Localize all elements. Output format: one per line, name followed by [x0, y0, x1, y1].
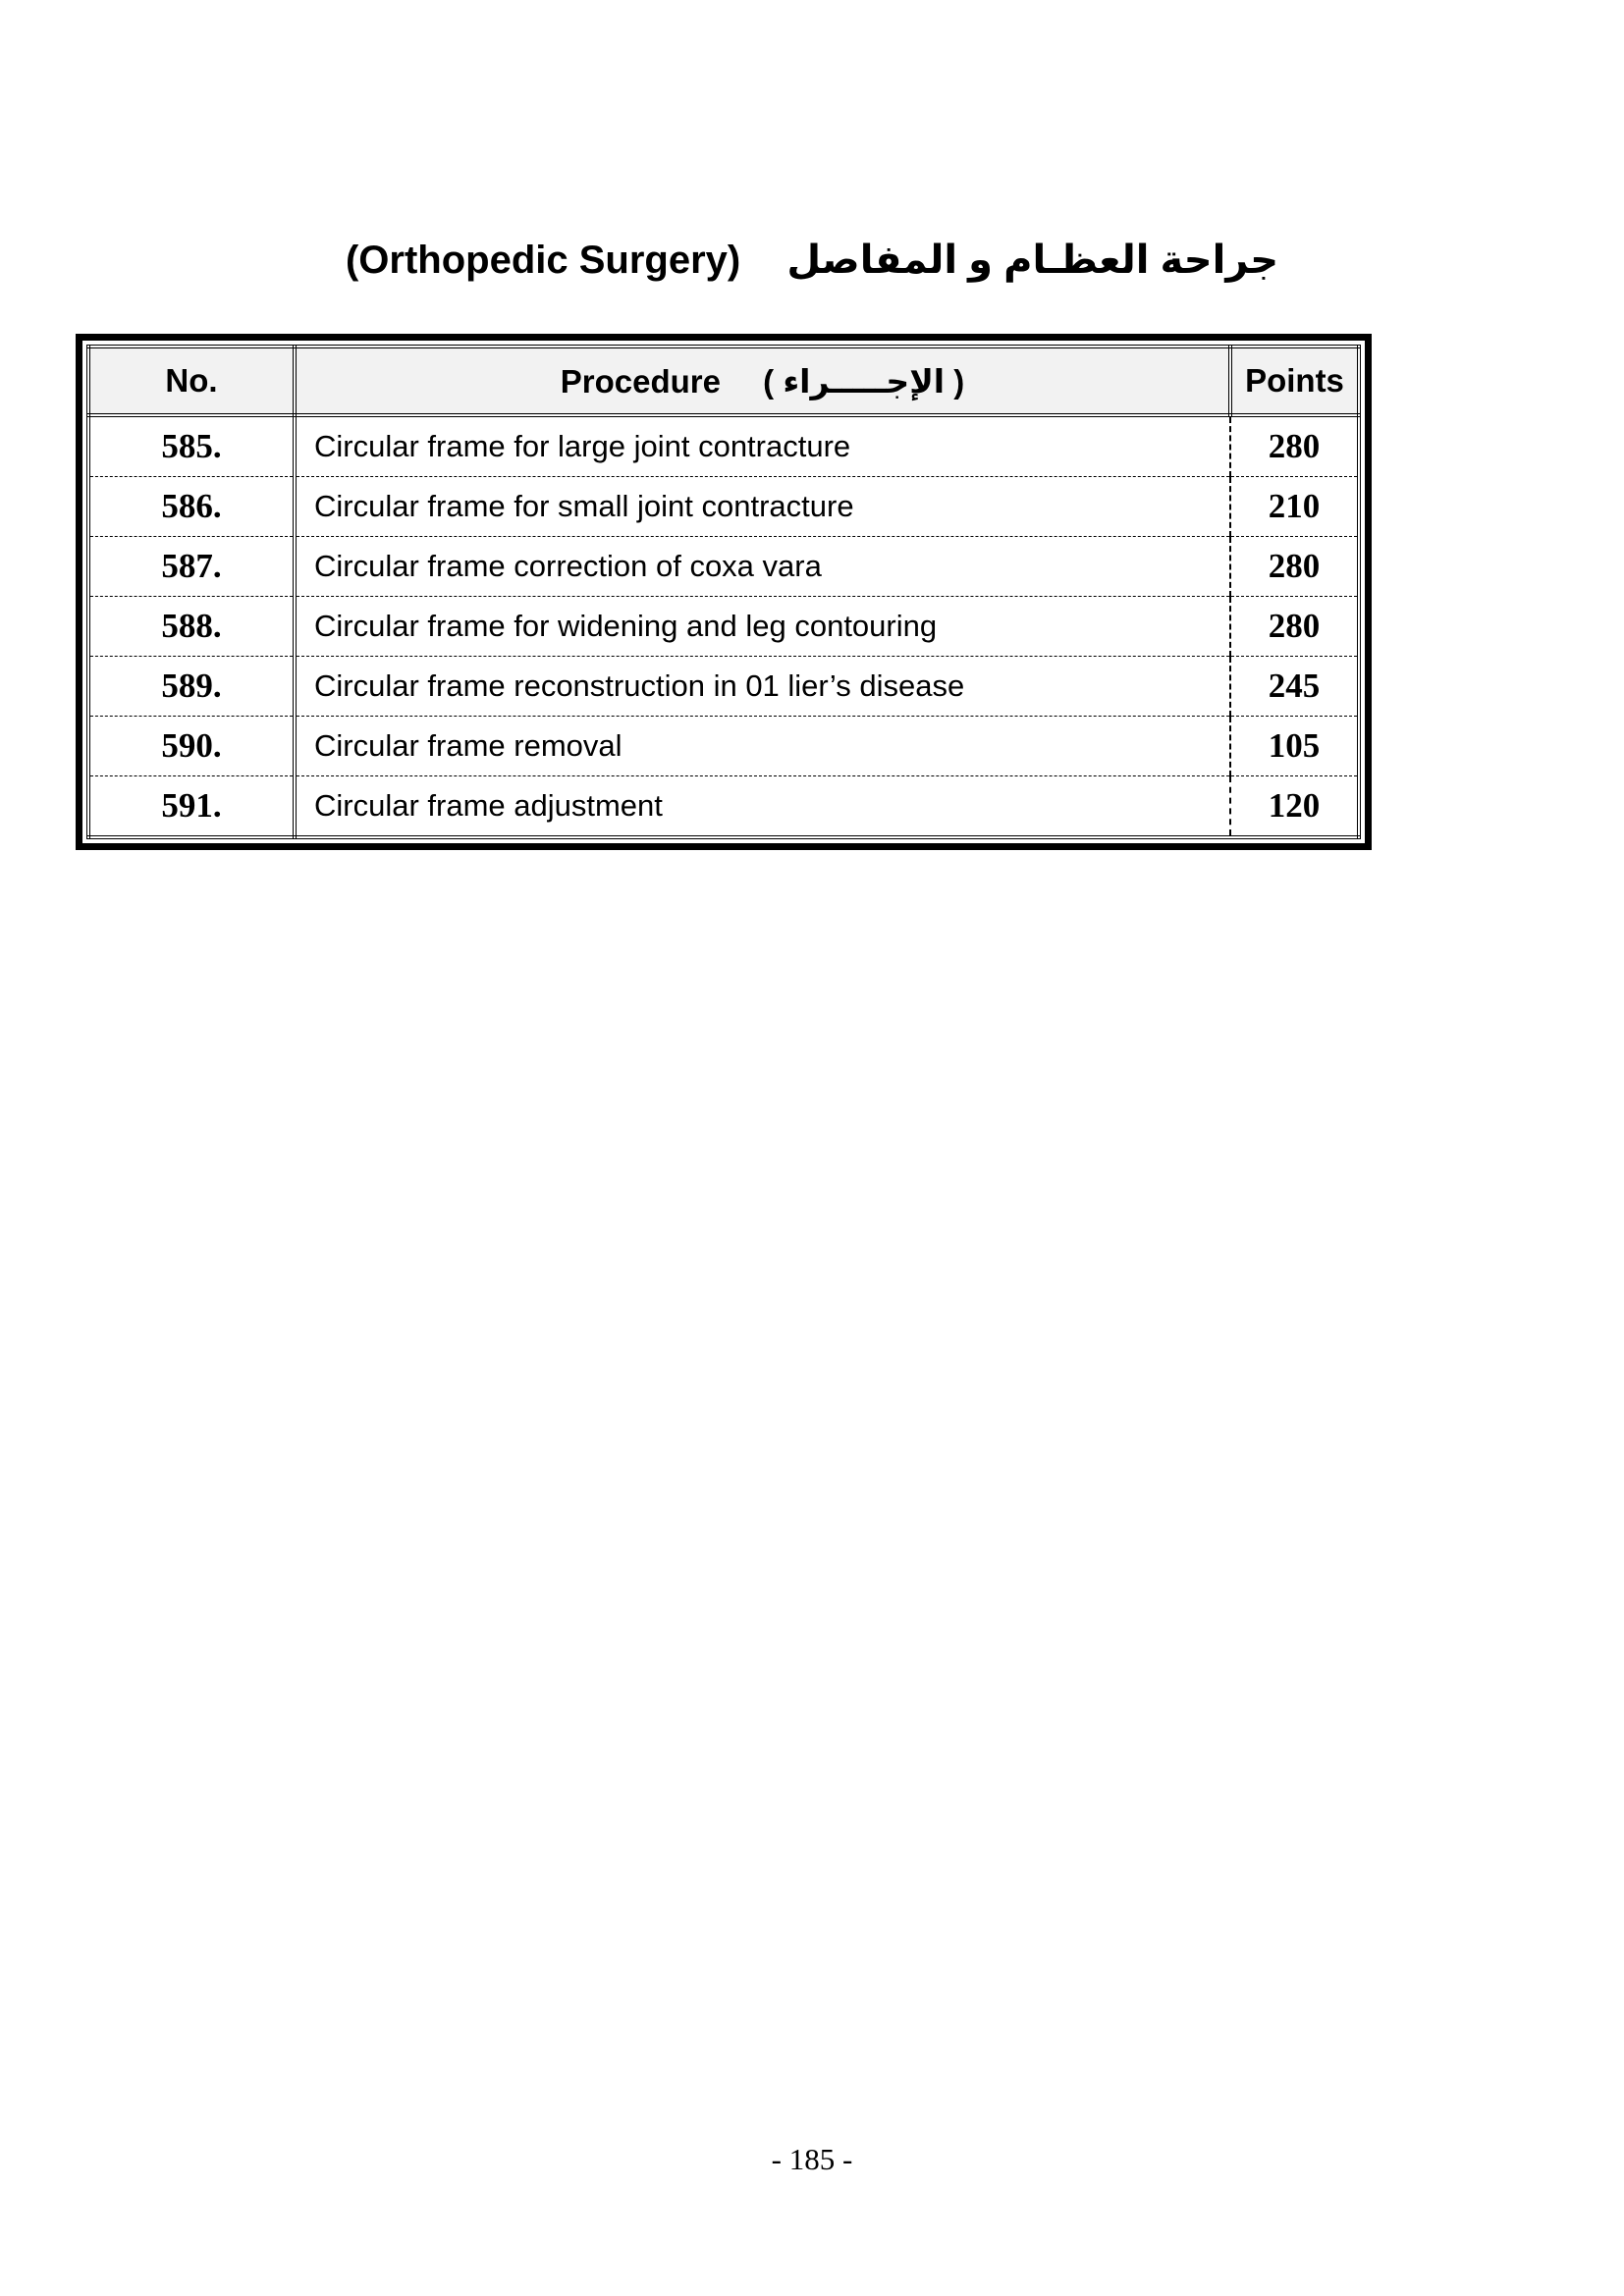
row-number: 587. [88, 537, 295, 597]
table-row [88, 537, 1359, 597]
row-procedure: Circular frame for widening and leg contouring [295, 597, 1230, 657]
row-points: 280 [1230, 415, 1359, 477]
row-points: 105 [1230, 717, 1359, 776]
table-header-row [88, 347, 1359, 415]
row-number: 591. [88, 776, 295, 838]
row-procedure: Circular frame for large joint contracture [295, 415, 1230, 477]
row-points: 120 [1230, 776, 1359, 838]
row-points: 245 [1230, 657, 1359, 717]
row-number: 586. [88, 477, 295, 537]
column-header-procedure [295, 347, 1230, 415]
row-number: 590. [88, 717, 295, 776]
row-points: 210 [1230, 477, 1359, 537]
row-procedure: Circular frame reconstruction in 01 lier’s disease [295, 657, 1230, 717]
row-procedure: Circular frame for small joint contracture [295, 477, 1230, 537]
page-title [0, 238, 1624, 283]
table-row [88, 657, 1359, 717]
row-procedure: Circular frame adjustment [295, 776, 1230, 838]
column-header-procedure-label: Procedure [560, 362, 721, 400]
row-number: 589. [88, 657, 295, 717]
table-row [88, 415, 1359, 477]
page-title-english: (Orthopedic Surgery) [345, 239, 741, 282]
table-row [88, 597, 1359, 657]
column-header-points: Points [1230, 347, 1359, 415]
page-number: - 185 - [771, 2142, 853, 2176]
row-procedure: Circular frame correction of coxa vara [295, 537, 1230, 597]
row-procedure: Circular frame removal [295, 717, 1230, 776]
procedure-table [86, 345, 1361, 839]
procedure-table-frame [76, 334, 1372, 850]
row-number: 585. [88, 415, 295, 477]
table-row [88, 717, 1359, 776]
row-number: 588. [88, 597, 295, 657]
column-header-no: No. [88, 347, 295, 415]
row-points: 280 [1230, 537, 1359, 597]
column-header-procedure-arabic: ( الإجـــــراء ) [763, 362, 965, 400]
row-points: 280 [1230, 597, 1359, 657]
page-title-arabic: جراحة العظـام و المفاصل [786, 239, 1279, 282]
table-row [88, 477, 1359, 537]
table-row [88, 776, 1359, 838]
